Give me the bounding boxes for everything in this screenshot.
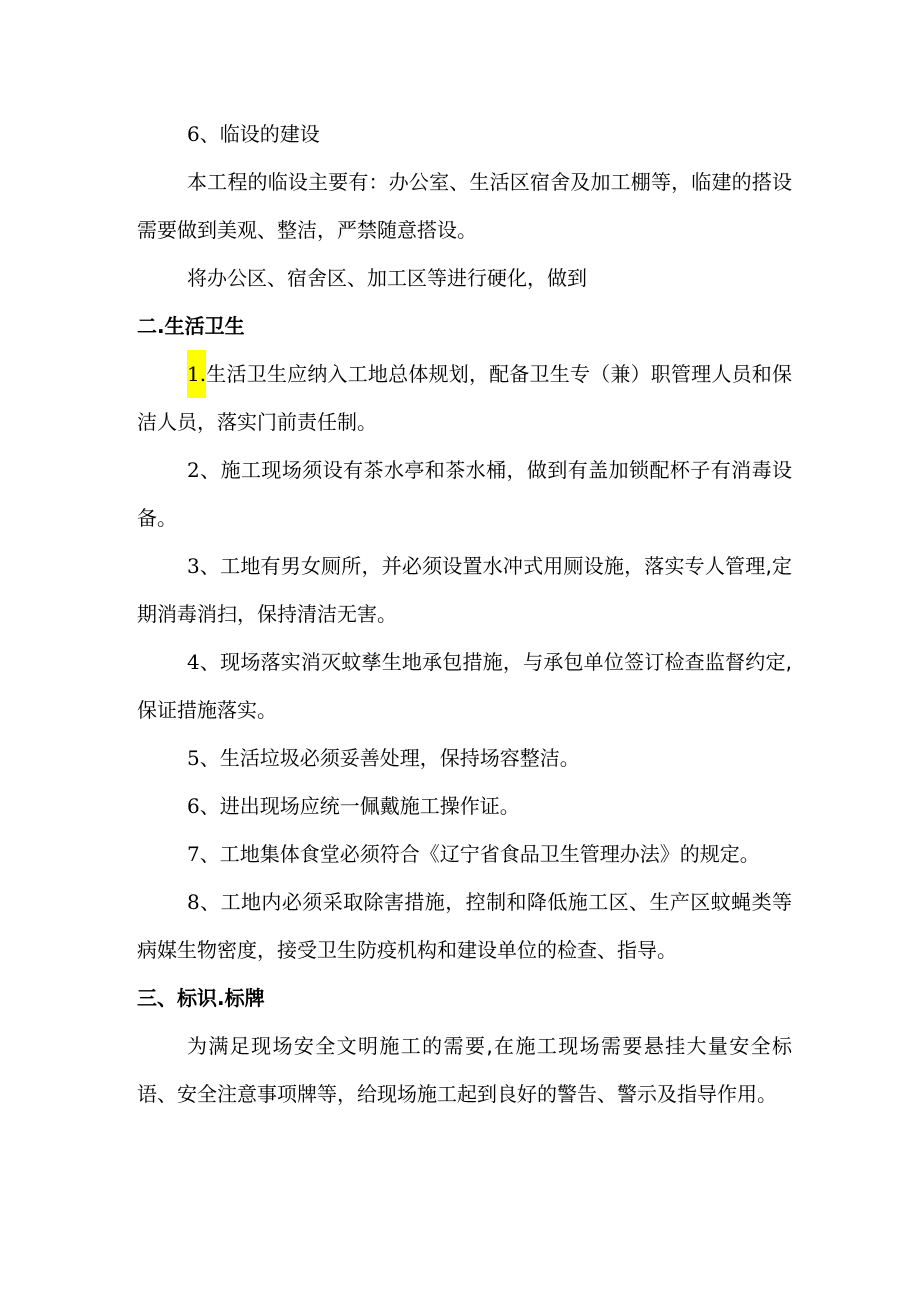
paragraph-text: 、工地集体食堂必须符合《辽宁省食品卫生管理办法》的规定。 (199, 842, 760, 866)
hygiene-item-5 (137, 734, 792, 782)
temporary-facilities-paragraph (137, 158, 792, 254)
item-number: 5 (187, 746, 200, 770)
item-number: 4 (187, 650, 200, 674)
paragraph-text: 、工地内必须采取除害措施，控制和降低施工区、生产区蚊蝇类等病媒生物密度，接受卫生防疫机构和建设单位的检查、指导。 (137, 890, 792, 962)
paragraph-text: 将办公区、宿舍区、加工区等进行硬化，做到 (187, 266, 587, 290)
hygiene-item-1 (137, 350, 792, 446)
hygiene-item-6 (137, 782, 792, 830)
item-number: 8 (187, 890, 200, 914)
paragraph-text: 、工地有男女厕所，并必须设置水冲式用厕设施，落实专人管理,定期消毒消扫，保持清洁无害。 (137, 554, 792, 626)
paragraph-text: 、临设的建设 (199, 122, 320, 146)
item-number: 6 (187, 122, 200, 146)
hardening-paragraph (137, 254, 792, 302)
paragraph-text: 、生活垃圾必须妥善处理，保持场容整洁。 (199, 746, 580, 770)
highlighted-item-number: 1. (187, 350, 206, 398)
paragraph-text: 为满足现场安全文明施工的需要,在施工现场需要悬挂大量安全标语、安全注意事项牌等，给现场施工起到良好的警告、警示及指导作用。 (137, 1034, 792, 1106)
paragraph-text: 、施工现场须设有茶水亭和茶水桶，做到有盖加锁配杯子有消毒设备。 (137, 458, 792, 530)
heading-living-hygiene: 二.生活卫生 (137, 314, 245, 338)
hygiene-item-7 (137, 830, 792, 878)
signage-paragraph (137, 1022, 792, 1118)
section-6-title (137, 110, 792, 158)
item-number: 3 (187, 554, 200, 578)
paragraph-text: 、现场落实消灭蚊孳生地承包措施，与承包单位签订检查监督约定,保证措施落实。 (137, 650, 792, 722)
hygiene-item-4 (137, 638, 792, 734)
document-body (137, 110, 792, 1118)
paragraph-text: 本工程的临设主要有：办公室、生活区宿舍及加工棚等，临建的搭设需要做到美观、整洁，严禁随意搭设。 (137, 170, 792, 242)
hygiene-item-2 (137, 446, 792, 542)
paragraph-text: 生活卫生应纳入工地总体规划，配备卫生专（兼）职管理人员和保洁人员，落实门前责任制。 (137, 362, 792, 434)
item-number: 2 (187, 458, 200, 482)
hygiene-item-8 (137, 878, 792, 974)
hygiene-item-3 (137, 542, 792, 638)
item-number: 7 (187, 842, 200, 866)
paragraph-text: 、进出现场应统一佩戴施工操作证。 (199, 794, 520, 818)
heading-signage: 三、标识.标牌 (137, 986, 265, 1010)
item-number: 6 (187, 794, 200, 818)
